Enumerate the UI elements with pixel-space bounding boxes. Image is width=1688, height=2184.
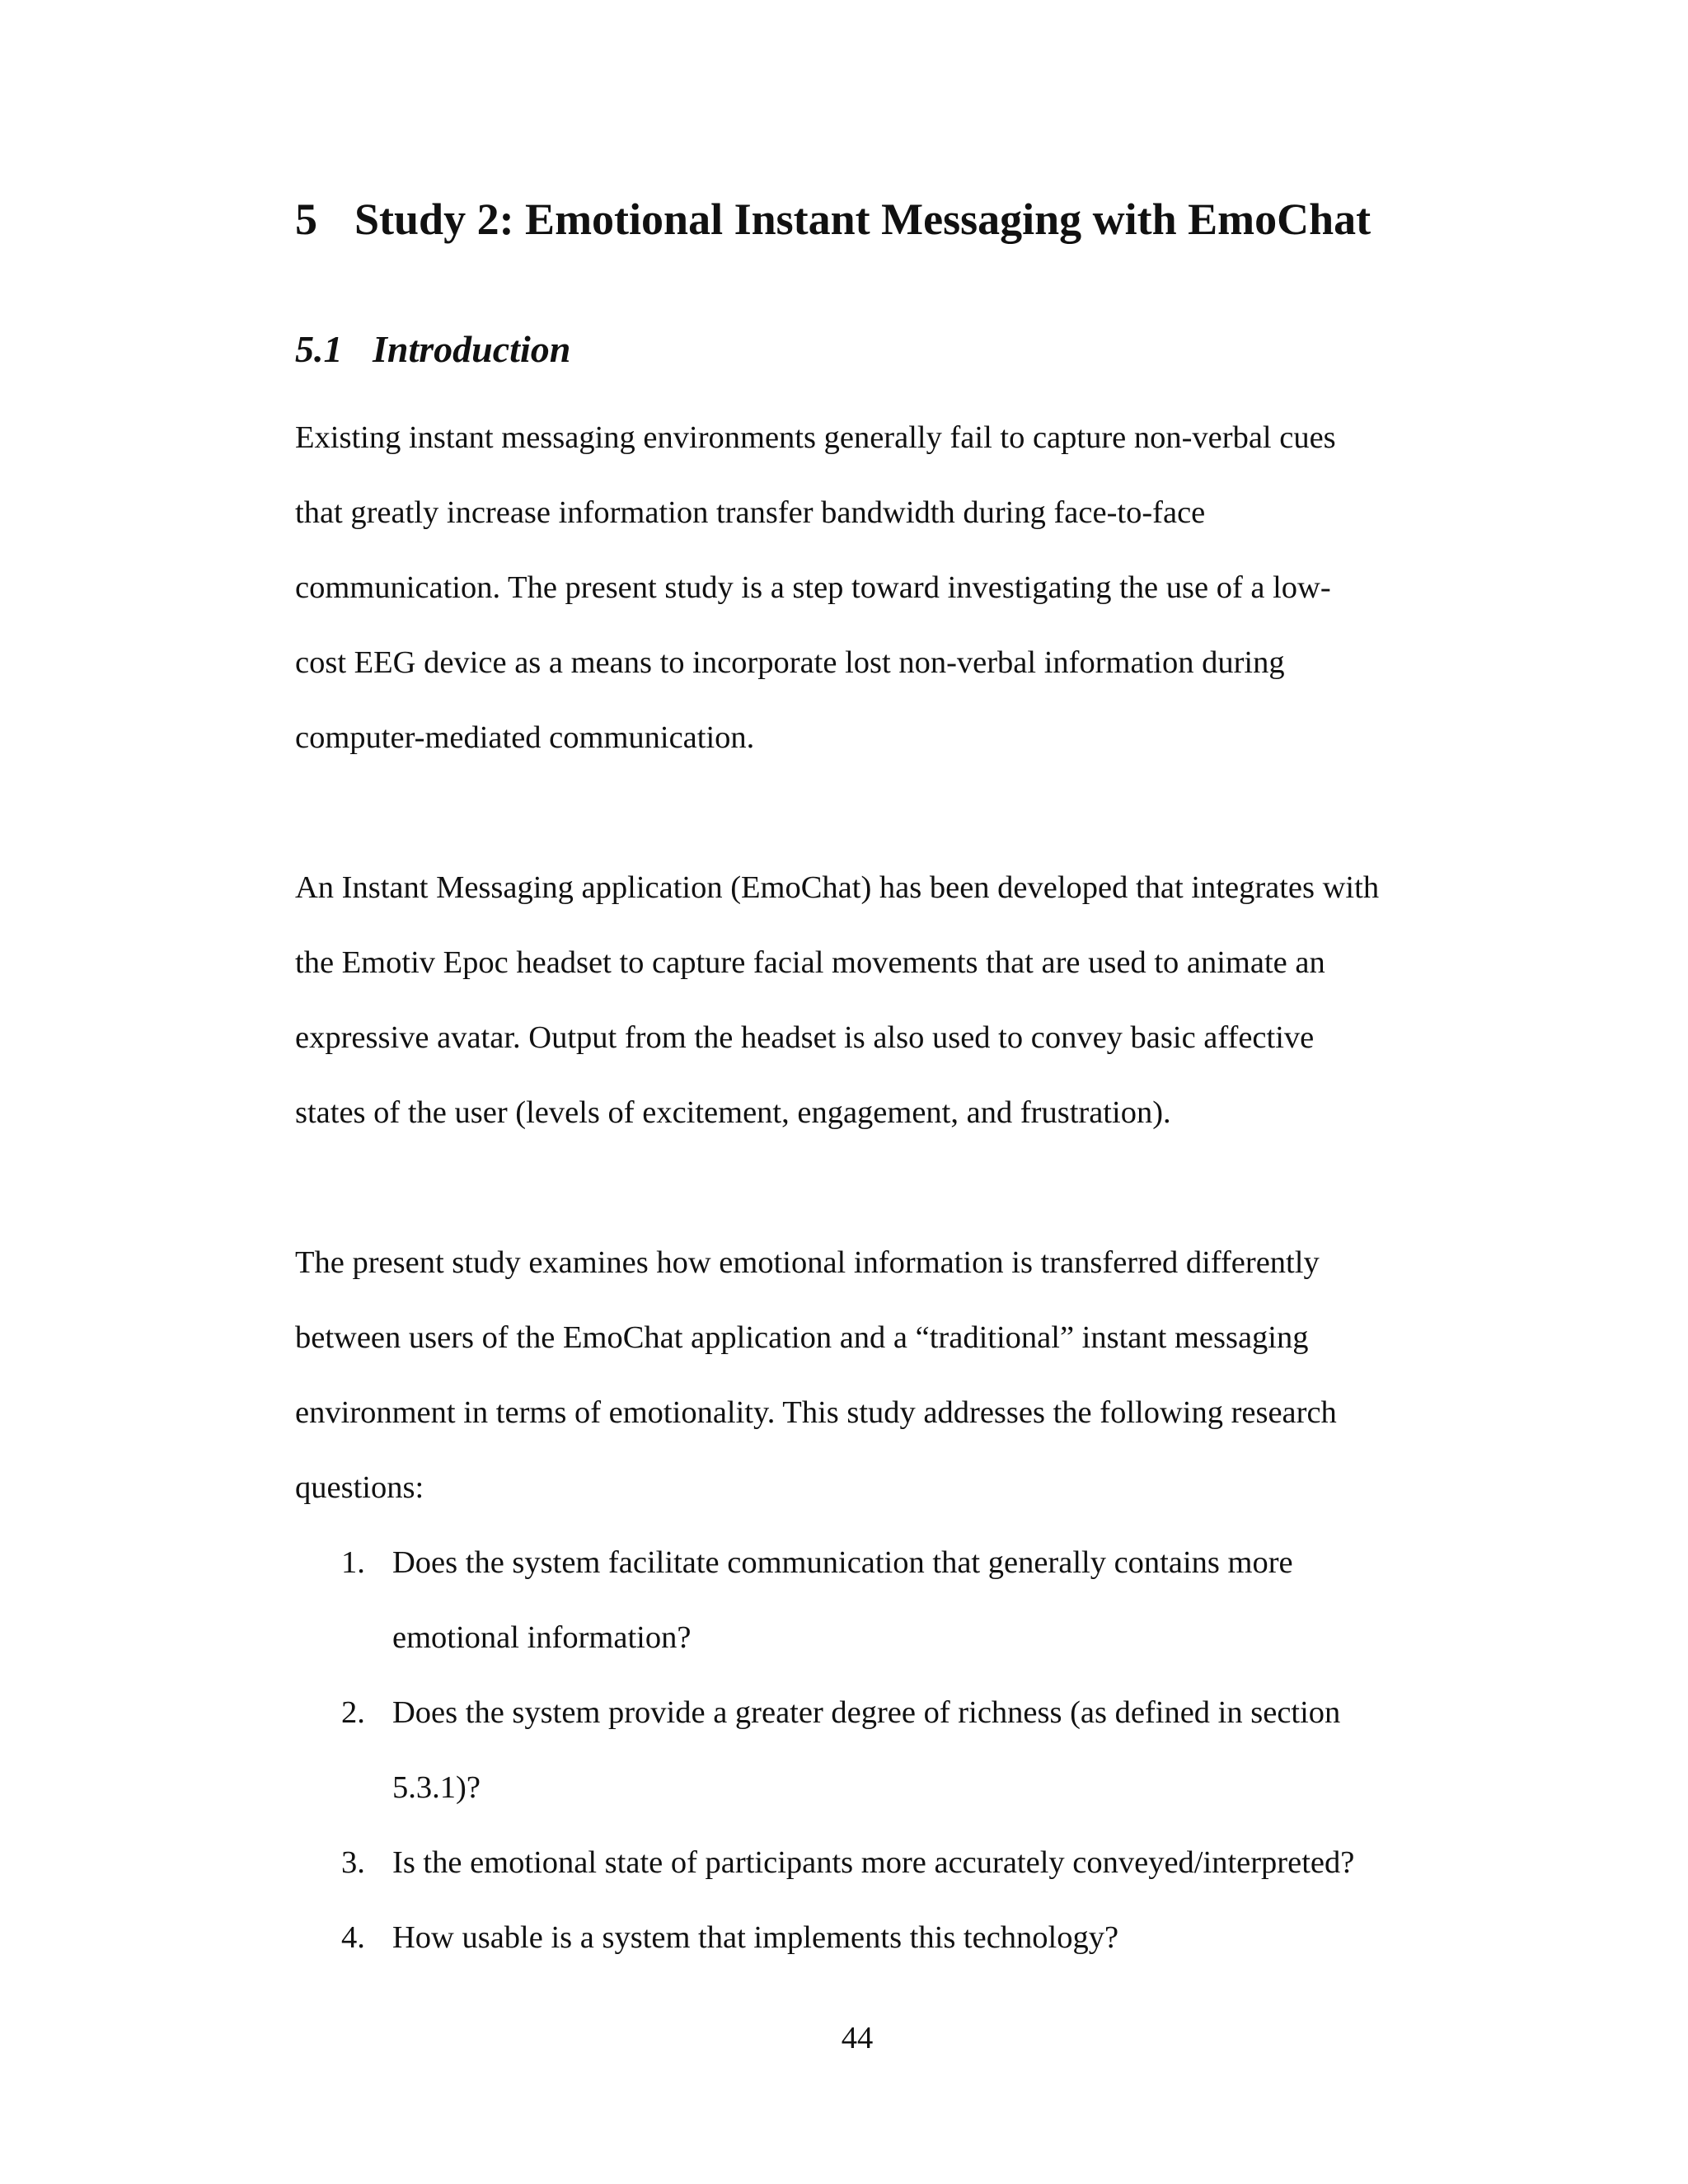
paragraph-line: communication. The present study is a step toward investigating the use of a low- [295,570,1331,605]
paragraph-line: The present study examines how emotional information is transferred differently [295,1245,1320,1280]
list-item-text: Is the emotional state of participants more accurately conveyed/interpreted? [392,1845,1355,1880]
section-heading [295,326,570,372]
section-number: 5.1 [295,328,343,370]
paragraph-line: that greatly increase information transfer bandwidth during face-to-face [295,495,1206,530]
chapter-heading [295,193,1371,246]
paragraph-line: between users of the EmoChat application and a “traditional” instant messaging [295,1320,1309,1355]
list-item-text: Does the system provide a greater degree of richness (as defined in section [392,1695,1341,1730]
list-item-text: emotional information? [392,1620,692,1655]
section-title: Introduction [373,328,571,370]
list-item-text: 5.3.1)? [392,1770,481,1805]
list-item-number: 4. [341,1920,365,1955]
paragraph-line: the Emotiv Epoc headset to capture facial movements that are used to animate an [295,945,1325,980]
list-item-number: 3. [341,1845,365,1880]
paragraph-line: cost EEG device as a means to incorporate lost non-verbal information during [295,645,1285,680]
chapter-number: 5 [295,194,317,244]
paragraph-line: An Instant Messaging application (EmoChat) has been developed that integrates with [295,870,1380,905]
paragraph-line: computer-mediated communication. [295,720,755,755]
list-item-number: 2. [341,1695,365,1730]
list-item-text: How usable is a system that implements this technology? [392,1920,1119,1955]
paragraph-line: states of the user (levels of excitement, engagement, and frustration). [295,1095,1171,1130]
list-item-text: Does the system facilitate communication that generally contains more [392,1545,1293,1580]
chapter-title: Study 2: Emotional Instant Messaging with EmoChat [354,194,1372,244]
paragraph-line: questions: [295,1470,424,1505]
paragraph-line: environment in terms of emotionality. This study addresses the following research [295,1395,1337,1430]
page-number: 44 [841,2021,874,2055]
paragraph-line: Existing instant messaging environments generally fail to capture non-verbal cues [295,420,1336,455]
list-item-number: 1. [341,1545,365,1580]
paragraph-line: expressive avatar. Output from the headset is also used to convey basic affective [295,1020,1315,1055]
